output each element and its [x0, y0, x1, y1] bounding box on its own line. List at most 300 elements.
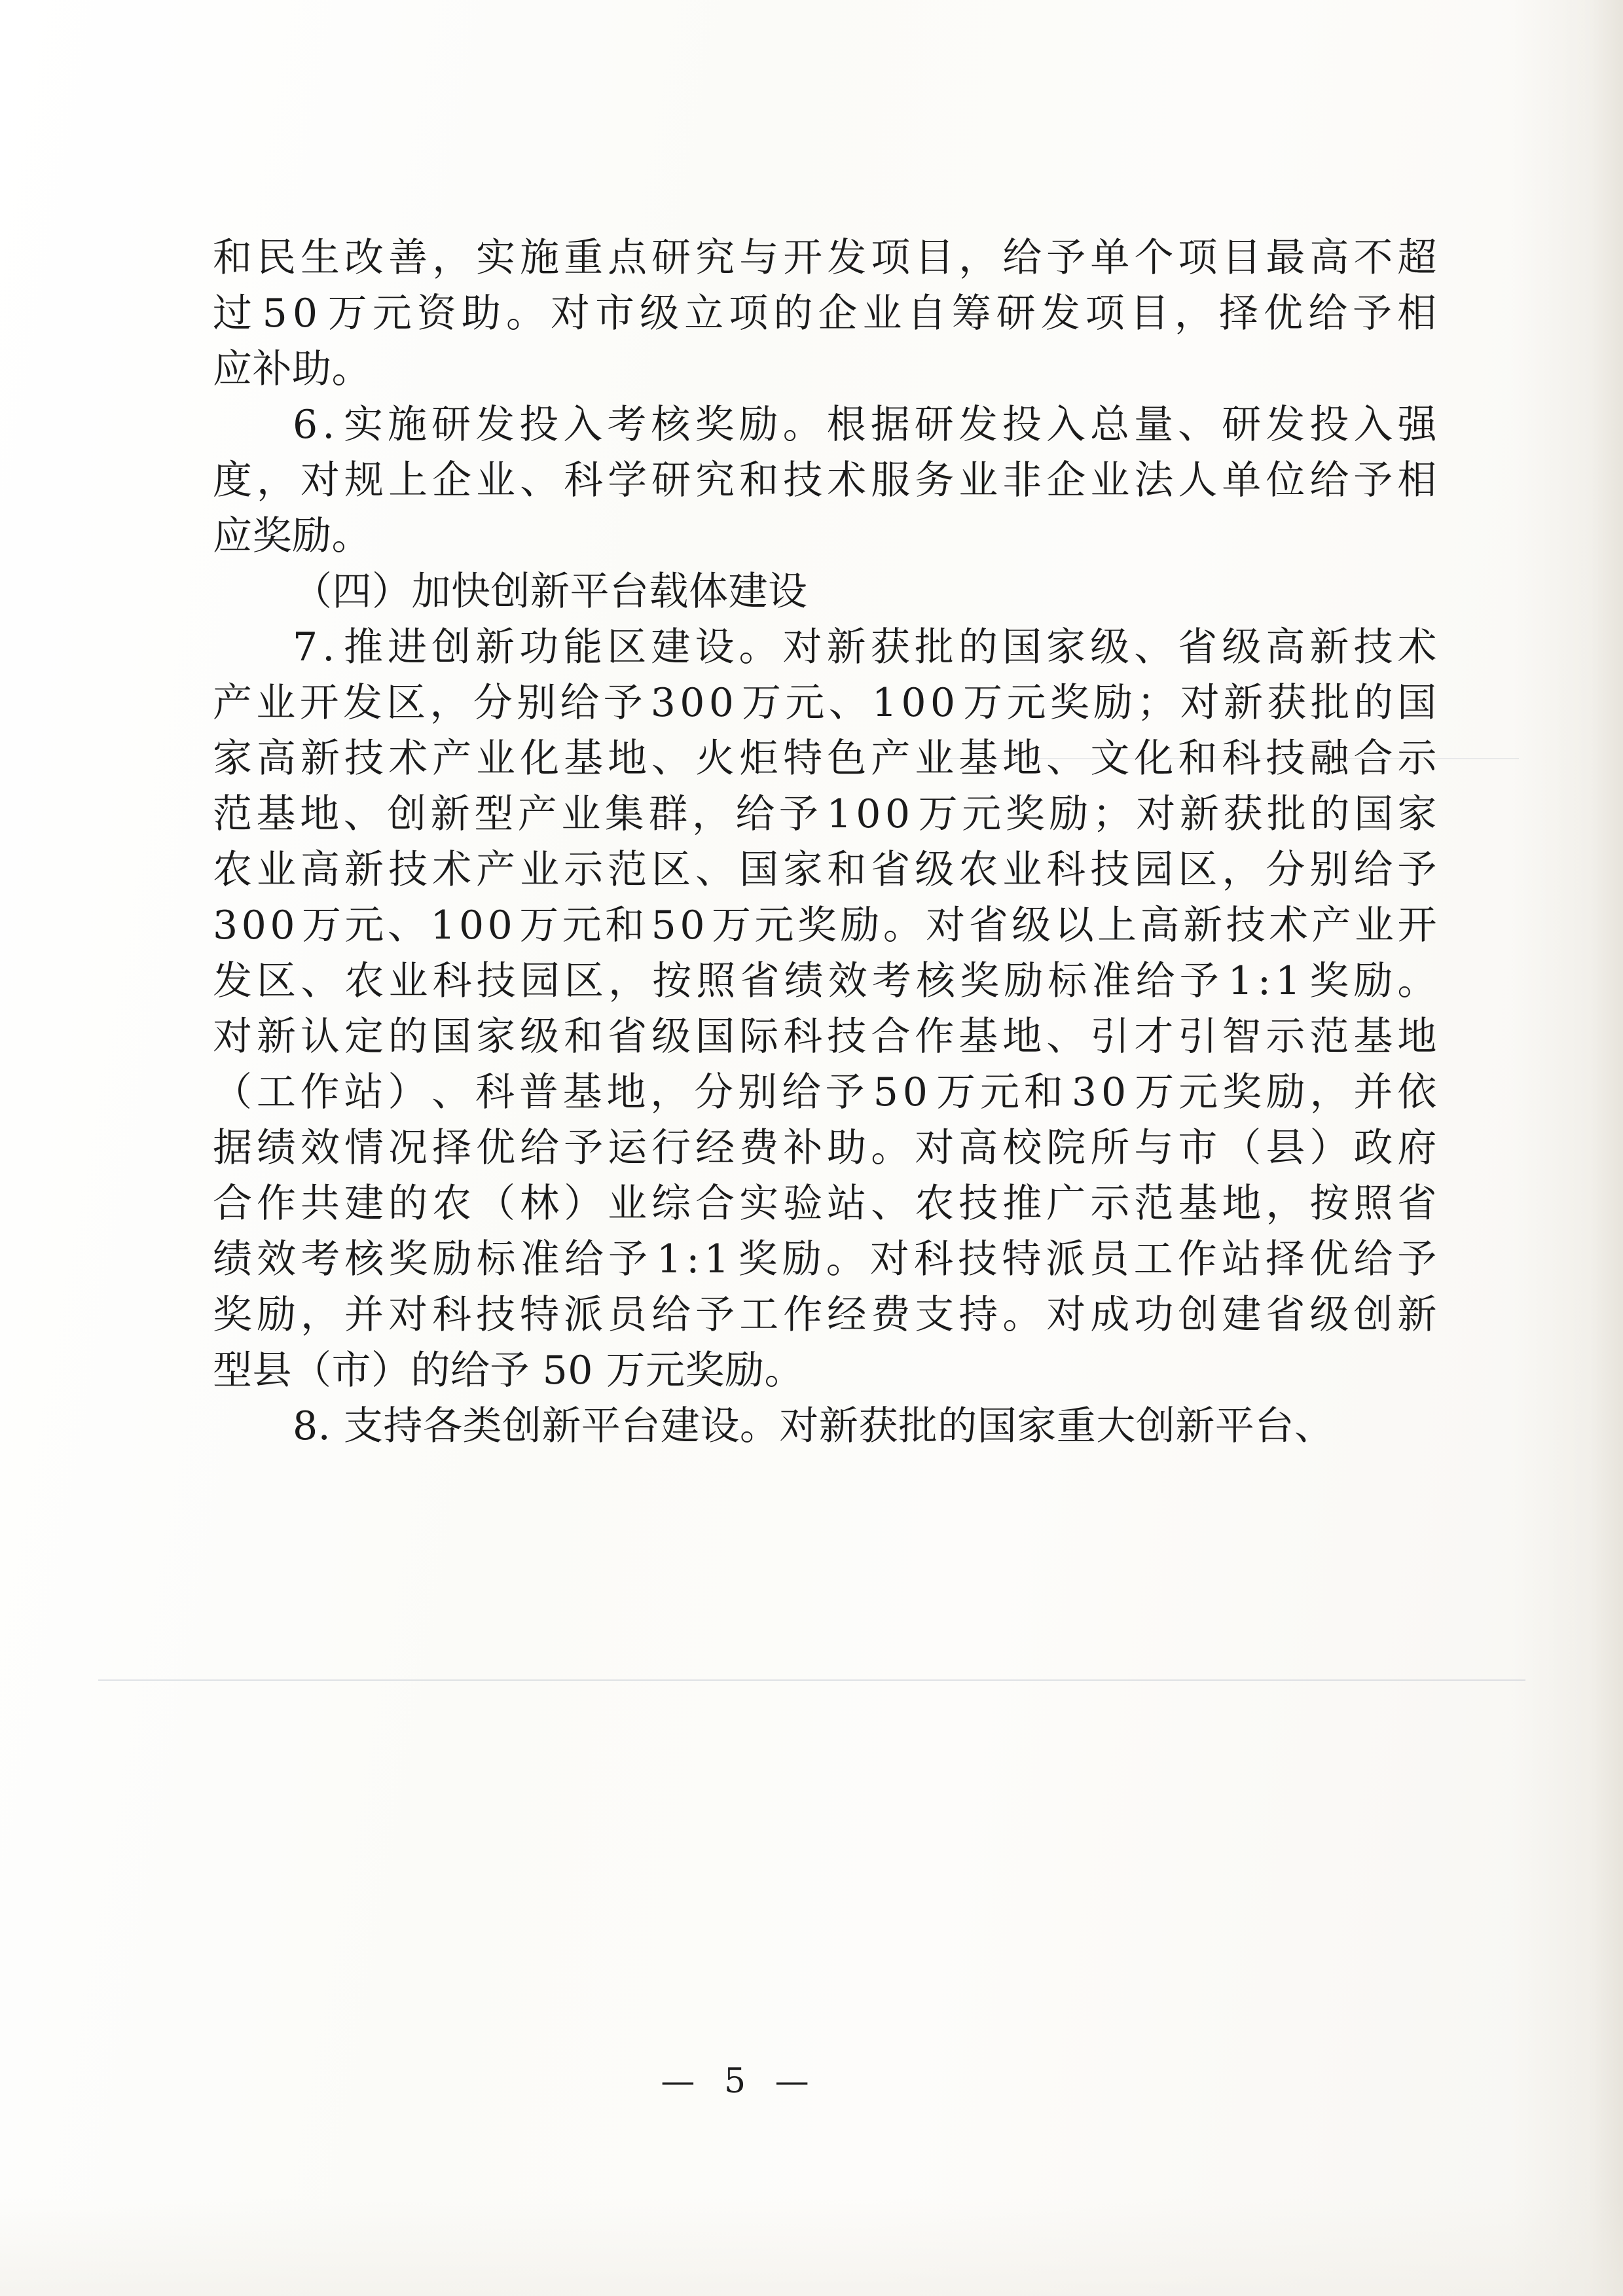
glyph: 0: [459, 903, 484, 948]
glyph: 创: [431, 624, 471, 670]
glyph: 实: [739, 1181, 779, 1227]
glyph: 7: [293, 624, 318, 670]
glyph: 作: [1177, 1236, 1218, 1282]
glyph: 林: [520, 1181, 560, 1227]
glyph: 地: [1222, 1181, 1262, 1227]
glyph: 0: [680, 680, 705, 726]
glyph: 范: [213, 791, 253, 837]
glyph: 、: [431, 1069, 471, 1115]
glyph: 和: [213, 235, 253, 281]
glyph: 绩: [213, 1236, 253, 1282]
glyph: 奖: [960, 958, 1000, 1004]
glyph: 1: [1275, 958, 1301, 1004]
glyph: 作: [257, 1181, 297, 1227]
glyph: 施: [388, 402, 428, 448]
glyph: 基: [564, 736, 604, 781]
glyph: 级: [915, 847, 955, 893]
glyph: 重: [564, 235, 604, 281]
text-line: [213, 1232, 1437, 1287]
glyph: 0: [680, 903, 705, 948]
glyph: 国: [1002, 624, 1042, 670]
glyph: 务: [915, 457, 955, 503]
glyph: 示: [1397, 736, 1437, 781]
glyph: 予: [1046, 235, 1086, 281]
glyph: 所: [1090, 1125, 1130, 1171]
glyph: （: [476, 1181, 516, 1227]
glyph: 目: [1129, 291, 1170, 336]
glyph: 农: [915, 1181, 955, 1227]
glyph: 综: [651, 1181, 691, 1227]
glyph: 万: [918, 791, 958, 837]
glyph: 入: [563, 402, 603, 448]
glyph: 奖: [213, 1292, 253, 1338]
glyph: （: [213, 1069, 253, 1115]
glyph: 予: [1353, 457, 1393, 503]
glyph: 共: [301, 1181, 340, 1227]
glyph: 色: [827, 736, 867, 781]
glyph: 励: [1266, 1069, 1306, 1115]
glyph: 新: [475, 624, 515, 670]
glyph: 奖: [388, 1236, 428, 1282]
glyph: 发: [1040, 291, 1081, 336]
glyph: 院: [1046, 1125, 1086, 1171]
glyph: 作: [915, 1014, 955, 1060]
glyph: 研: [1222, 402, 1262, 448]
glyph: 的: [1310, 791, 1350, 837]
glyph: 对: [869, 1236, 910, 1282]
glyph: 和: [739, 457, 779, 503]
glyph: 县: [1266, 1125, 1305, 1171]
glyph: 奖: [1309, 958, 1349, 1004]
glyph: 0: [930, 680, 956, 726]
glyph: 普: [519, 1069, 559, 1115]
text-line: [213, 1121, 1437, 1176]
glyph: 技: [783, 457, 823, 503]
glyph: 助: [827, 1125, 867, 1171]
glyph: 新: [826, 624, 867, 670]
glyph: 、: [1178, 402, 1218, 448]
glyph: 区: [386, 680, 426, 726]
glyph: 术: [1397, 624, 1437, 670]
glyph: 项: [1178, 235, 1218, 281]
para-item-7: [213, 620, 1437, 1399]
glyph: 助: [461, 291, 501, 336]
glyph: 过: [213, 291, 253, 336]
glyph: 元: [785, 680, 825, 726]
glyph: 择: [1218, 291, 1259, 336]
glyph: 励: [432, 1236, 473, 1282]
glyph: 范: [608, 847, 647, 893]
glyph: 特: [783, 736, 823, 781]
glyph: 引: [1178, 1014, 1218, 1060]
glyph: ，: [432, 235, 472, 281]
glyph: 效: [828, 958, 868, 1004]
glyph: ；: [1092, 791, 1133, 837]
glyph: 成: [1090, 1292, 1130, 1338]
para-continuation: [213, 230, 1437, 397]
text-line: [213, 1287, 1437, 1343]
glyph: 给: [520, 1125, 560, 1171]
glyph: 人: [1178, 457, 1218, 503]
glyph: 农: [958, 847, 998, 893]
glyph: 、: [1046, 1014, 1086, 1060]
glyph: 依: [1397, 1069, 1437, 1115]
glyph: 励: [739, 402, 779, 448]
glyph: 发: [827, 235, 867, 281]
glyph: 级: [1090, 624, 1130, 670]
glyph: 服: [871, 457, 911, 503]
glyph: 给: [564, 1236, 604, 1282]
glyph: 融: [1309, 736, 1349, 781]
glyph: 个: [1134, 235, 1174, 281]
glyph: 与: [1134, 1125, 1174, 1171]
glyph: 技: [344, 736, 384, 781]
glyph: 级: [1012, 903, 1051, 948]
glyph: 元: [372, 291, 412, 336]
glyph: 技: [1353, 624, 1393, 670]
glyph: 级: [1222, 624, 1262, 670]
glyph: 创: [1353, 1292, 1393, 1338]
glyph: 家: [1046, 624, 1086, 670]
glyph: 业: [1354, 903, 1395, 948]
glyph: 相: [1397, 291, 1437, 336]
glyph: 合: [695, 1181, 735, 1227]
glyph: 新: [1309, 624, 1349, 670]
glyph: 规: [344, 457, 384, 503]
glyph: 工: [256, 1069, 297, 1115]
glyph: 优: [1309, 1236, 1349, 1282]
glyph: 技: [827, 1014, 867, 1060]
glyph: 市: [595, 291, 635, 336]
glyph: 上: [388, 457, 428, 503]
glyph: 实: [476, 235, 516, 281]
glyph: 功: [519, 624, 559, 670]
glyph: ，: [608, 958, 648, 1004]
glyph: 新: [1183, 903, 1223, 948]
glyph: 化: [520, 736, 560, 781]
glyph: 区: [607, 624, 647, 670]
glyph: （: [1222, 1125, 1262, 1171]
glyph: 和: [1178, 736, 1218, 781]
glyph: 投: [1002, 402, 1042, 448]
glyph: 准: [520, 1236, 560, 1282]
glyph: 地: [608, 736, 647, 781]
glyph: 予: [608, 1236, 648, 1282]
glyph: 给: [651, 1292, 691, 1338]
glyph: 业: [915, 736, 955, 781]
glyph: 筹: [951, 291, 992, 336]
glyph: 强: [1397, 402, 1437, 448]
glyph: 化: [1134, 736, 1174, 781]
glyph: 投: [1309, 402, 1349, 448]
glyph: 予: [1179, 958, 1220, 1004]
glyph: 推: [1002, 1181, 1042, 1227]
glyph: 支: [915, 1292, 955, 1338]
glyph: 0: [241, 903, 267, 948]
glyph: 、: [871, 1181, 911, 1227]
glyph: 、: [520, 457, 560, 503]
glyph: 示: [564, 847, 604, 893]
glyph: 派: [564, 1292, 604, 1338]
glyph: 建: [344, 1181, 384, 1227]
glyph: 万: [742, 680, 782, 726]
glyph: 级: [520, 1014, 560, 1060]
glyph: 予: [564, 1125, 604, 1171]
glyph: 予: [1397, 847, 1437, 893]
glyph: 、: [301, 958, 340, 1004]
glyph: 万: [301, 903, 342, 948]
glyph: 给: [735, 791, 775, 837]
glyph: 研: [651, 235, 691, 281]
glyph: 开: [1397, 903, 1437, 948]
glyph: ）: [1309, 1125, 1349, 1171]
glyph: 别: [1309, 847, 1349, 893]
glyph: 给: [1135, 958, 1176, 1004]
glyph: 择: [432, 1125, 472, 1171]
glyph: 目: [915, 235, 955, 281]
glyph: 施: [520, 235, 560, 281]
glyph: 获: [870, 624, 911, 670]
glyph: 对: [551, 291, 591, 336]
glyph: 家: [476, 1014, 516, 1060]
glyph: 奖: [1049, 680, 1090, 726]
glyph: 对: [782, 624, 823, 670]
glyph: 引: [1090, 1014, 1130, 1060]
glyph: 建: [1222, 1292, 1262, 1338]
glyph: 省: [608, 1014, 647, 1060]
glyph: 省: [740, 958, 780, 1004]
glyph: 工: [739, 1292, 779, 1338]
glyph: 开: [783, 235, 823, 281]
glyph: 效: [257, 1236, 297, 1282]
glyph: 业: [862, 291, 902, 336]
glyph: 农: [213, 847, 253, 893]
glyph: 0: [708, 680, 735, 726]
glyph: 究: [695, 235, 735, 281]
glyph: 元: [562, 903, 602, 948]
glyph: 和: [1023, 1069, 1064, 1115]
glyph: 新: [1179, 791, 1220, 837]
glyph: 项: [871, 235, 911, 281]
glyph: 范: [1309, 1014, 1349, 1060]
paper-edge-shading-right: [1512, 0, 1623, 2296]
document-body: [213, 230, 1437, 1454]
glyph: 相: [1397, 457, 1437, 503]
glyph: 批: [1310, 680, 1351, 726]
glyph: 投: [519, 402, 559, 448]
text-line: [213, 787, 1437, 842]
glyph: 省: [871, 847, 911, 893]
glyph: 予: [1397, 1236, 1437, 1282]
glyph: 目: [1222, 235, 1262, 281]
glyph: 0: [487, 903, 513, 948]
glyph: ）: [388, 1069, 428, 1115]
glyph: 与: [739, 235, 779, 281]
glyph: 技: [958, 1236, 998, 1282]
glyph: 总: [1090, 402, 1130, 448]
glyph: ，: [1222, 847, 1262, 893]
glyph: 发: [475, 402, 515, 448]
glyph: 合: [1353, 736, 1393, 781]
glyph: 科: [1046, 847, 1086, 893]
glyph: 入: [1046, 402, 1086, 448]
glyph: 择: [1265, 1236, 1305, 1282]
paper-edge-shading-bottom: [0, 2198, 1623, 2296]
glyph: 国: [432, 1014, 472, 1060]
glyph: 炬: [739, 736, 779, 781]
glyph: 根: [826, 402, 867, 448]
text-line: [213, 453, 1437, 509]
glyph: 给: [1002, 235, 1042, 281]
glyph: 业: [1090, 457, 1130, 503]
glyph: 科: [432, 958, 473, 1004]
glyph: 区: [564, 958, 604, 1004]
glyph: 批: [914, 624, 955, 670]
glyph: 标: [1048, 958, 1087, 1004]
glyph: 国: [1397, 680, 1437, 726]
glyph: 基: [958, 1014, 998, 1060]
glyph: 能: [563, 624, 603, 670]
glyph: 国: [739, 847, 779, 893]
glyph: ，: [1174, 291, 1214, 336]
glyph: 情: [344, 1125, 384, 1171]
text-line: [213, 954, 1437, 1009]
glyph: 3: [213, 903, 238, 948]
glyph: 核: [651, 402, 691, 448]
glyph: 3: [1071, 1069, 1097, 1115]
glyph: 别: [517, 680, 556, 726]
glyph: 示: [1090, 1181, 1130, 1227]
glyph: 基: [1178, 1181, 1218, 1227]
glyph: 、: [651, 736, 691, 781]
glyph: 考: [301, 1236, 340, 1282]
glyph: 派: [1046, 1236, 1085, 1282]
glyph: 并: [1353, 1069, 1393, 1115]
glyph: 区: [257, 958, 297, 1004]
glyph: 发: [213, 958, 253, 1004]
glyph: 对: [1136, 791, 1176, 837]
glyph: 生: [301, 235, 340, 281]
glyph: 区: [651, 847, 691, 893]
glyph: 奖: [1005, 791, 1046, 837]
glyph: 分: [1266, 847, 1305, 893]
glyph: 业: [520, 847, 560, 893]
glyph: 予: [695, 1292, 735, 1338]
glyph: 合: [213, 1181, 253, 1227]
glyph: 民: [257, 235, 297, 281]
glyph: 1: [1228, 958, 1254, 1004]
glyph: 智: [1222, 1014, 1262, 1060]
glyph: 运: [608, 1125, 647, 1171]
glyph: 定: [344, 1014, 384, 1060]
glyph: ，: [1266, 1181, 1305, 1227]
glyph: 6: [293, 402, 318, 448]
text-line: [213, 230, 1437, 286]
glyph: 自: [907, 291, 947, 336]
glyph: 。: [739, 624, 779, 670]
glyph: 立: [684, 291, 724, 336]
glyph: 科: [913, 1236, 954, 1282]
glyph: 业: [257, 847, 297, 893]
glyph: 设: [695, 624, 735, 670]
glyph: 非: [1002, 457, 1042, 503]
glyph: 产: [1311, 903, 1351, 948]
glyph: 业: [388, 958, 428, 1004]
glyph: 新: [1397, 1292, 1437, 1338]
glyph: 予: [825, 1069, 866, 1115]
glyph: 研: [996, 291, 1036, 336]
glyph: 研: [431, 402, 471, 448]
glyph: ；: [1137, 680, 1176, 726]
text-line: [213, 1009, 1437, 1065]
glyph: 基: [562, 1069, 603, 1115]
glyph: 业: [608, 1181, 647, 1227]
glyph: 高: [958, 1125, 998, 1171]
glyph: 技: [388, 847, 428, 893]
glyph: 项: [729, 291, 769, 336]
glyph: 进: [388, 624, 428, 670]
page-number: — 5 —: [661, 2062, 818, 2101]
glyph: 产: [213, 680, 253, 726]
glyph: 际: [739, 1014, 779, 1060]
glyph: 对: [213, 1014, 253, 1060]
glyph: 项: [1085, 291, 1125, 336]
glyph: 最: [1266, 235, 1305, 281]
glyph: 改: [344, 235, 384, 281]
glyph: 业: [958, 457, 998, 503]
glyph: 验: [783, 1181, 823, 1227]
glyph: 区: [1178, 847, 1218, 893]
glyph: 予: [778, 791, 819, 837]
glyph: 单: [1090, 235, 1130, 281]
glyph: 绩: [784, 958, 824, 1004]
glyph: 予: [603, 680, 644, 726]
glyph: :: [1257, 958, 1271, 1004]
glyph: 据: [870, 402, 911, 448]
glyph: 认: [301, 1014, 340, 1060]
glyph: 科: [432, 1292, 472, 1338]
glyph: 才: [1134, 1014, 1174, 1060]
glyph: 技: [1226, 903, 1266, 948]
glyph: 核: [344, 1236, 384, 1282]
glyph: 按: [1309, 1181, 1349, 1227]
glyph: 级: [640, 291, 680, 336]
glyph: 科: [783, 1014, 823, 1060]
glyph: 科: [1222, 736, 1262, 781]
glyph: 的: [958, 624, 998, 670]
glyph: 高: [1266, 624, 1305, 670]
text-line: [213, 1176, 1437, 1232]
glyph: 、: [387, 903, 428, 948]
glyph: 励: [1093, 680, 1133, 726]
glyph: 据: [213, 1125, 253, 1171]
glyph: 励: [1004, 958, 1044, 1004]
glyph: 分: [473, 680, 513, 726]
glyph: 照: [696, 958, 736, 1004]
glyph: 奖: [797, 903, 837, 948]
glyph: ，: [301, 1292, 340, 1338]
glyph: 费: [871, 1292, 911, 1338]
para-item-6: [213, 397, 1437, 564]
glyph: 。: [871, 1125, 911, 1171]
glyph: ，: [257, 457, 297, 503]
glyph: 0: [270, 903, 295, 948]
glyph: 优: [476, 1125, 516, 1171]
glyph: 省: [1397, 1181, 1437, 1227]
glyph: 费: [739, 1125, 779, 1171]
glyph: ，: [691, 791, 732, 837]
glyph: 的: [388, 1014, 428, 1060]
